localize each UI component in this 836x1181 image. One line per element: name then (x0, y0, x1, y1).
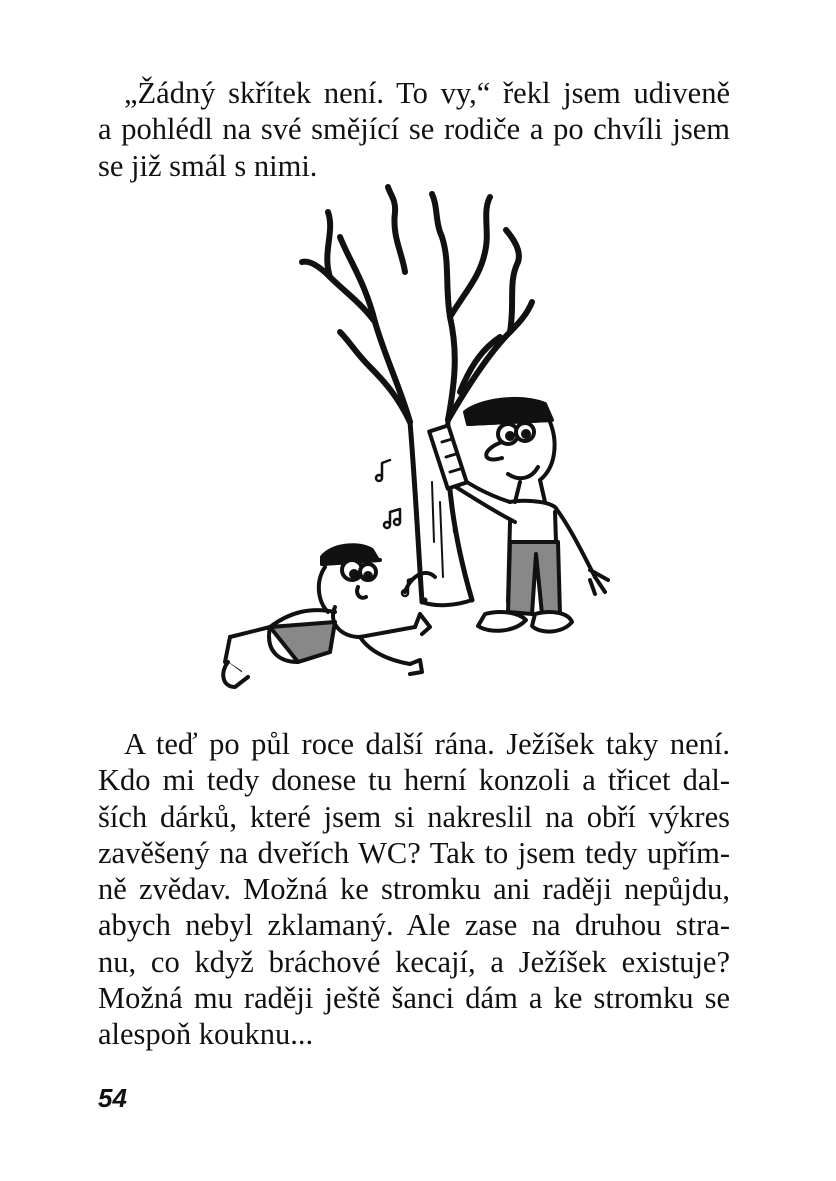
paragraph-2-line-5: ně zvědav. Možná ke stromku ani raději nepůjdu, (98, 872, 730, 907)
child-figure (223, 545, 435, 687)
paragraph-2-line-6: abych nebyl zklamaný. Ale zase na druhou stra- (98, 908, 730, 943)
paragraph-2 (98, 726, 730, 1053)
paragraph-1-line-3: se již smál s nimi. (98, 148, 318, 183)
illustration-tree-father-child (210, 182, 620, 697)
paragraph-2-line-9: alespoň kouknu... (98, 1017, 314, 1052)
paragraph-2-line-2: Kdo mi tedy donese tu herní konzoli a třicet dal- (98, 763, 730, 798)
paragraph-1-line-1: „Žádný skřítek není. To vy,“ řekl jsem udiveně (124, 76, 730, 110)
paragraph-2-line-4: zavěšený na dveřích WC? Tak to jsem tedy upřím- (98, 835, 730, 870)
music-notes (376, 460, 414, 596)
paragraph-1-line-2: a pohlédl na své smějící se rodiče a po chvíli jsem (98, 112, 730, 147)
paragraph-2-line-7: nu, co když bráchové kecají, a Ježíšek existuje? (98, 944, 730, 979)
page-number: 54 (98, 1083, 127, 1113)
paragraph-2-line-1: A teď po půl roce další rána. Ježíšek taky není. (124, 727, 730, 761)
paragraph-2-line-3: ších dárků, které jsem si nakreslil na obří výkres (98, 799, 730, 834)
paragraph-2-line-8: Možná mu raději ještě šanci dám a ke stromku se (98, 981, 730, 1016)
tree-branches (302, 187, 532, 422)
paragraph-1 (98, 75, 730, 184)
father-figure (429, 399, 608, 632)
